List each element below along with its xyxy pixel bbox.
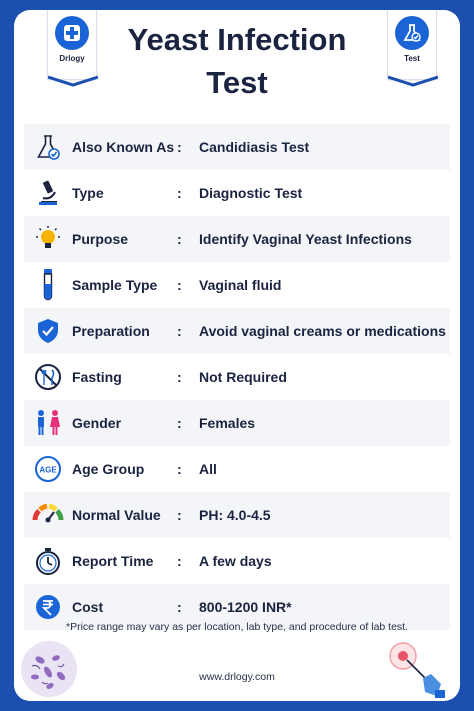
table-row xyxy=(24,354,450,400)
row-value: Females xyxy=(199,415,256,431)
yeast-cells-icon xyxy=(20,640,78,698)
flask-check-icon xyxy=(395,16,429,50)
table-row xyxy=(24,538,450,584)
table-row xyxy=(24,492,450,538)
row-label: Normal Value xyxy=(72,507,161,523)
table-row xyxy=(24,400,450,446)
swab-hand-icon xyxy=(385,638,447,700)
drlogy-badge xyxy=(47,10,97,80)
row-colon: : xyxy=(177,139,182,155)
row-colon: : xyxy=(177,507,182,523)
table-row xyxy=(24,170,450,216)
medical-cross-icon xyxy=(55,16,89,50)
row-label: Sample Type xyxy=(72,277,158,293)
info-table xyxy=(24,124,450,630)
row-colon: : xyxy=(177,231,182,247)
test-badge xyxy=(387,10,437,80)
row-colon: : xyxy=(177,185,182,201)
table-row xyxy=(24,216,450,262)
drlogy-badge-label: Drlogy xyxy=(59,54,85,63)
row-value: PH: 4.0-4.5 xyxy=(199,507,271,523)
row-colon: : xyxy=(177,461,182,477)
table-row xyxy=(24,262,450,308)
row-value: A few days xyxy=(199,553,272,569)
svg-text:AGE: AGE xyxy=(39,465,57,475)
shield-check-icon xyxy=(28,311,68,351)
stopwatch-icon xyxy=(28,541,68,581)
row-value: Avoid vaginal creams or medications xyxy=(199,323,446,339)
row-value: Candidiasis Test xyxy=(199,139,310,155)
row-value: All xyxy=(199,461,217,477)
row-label: Preparation xyxy=(72,323,150,339)
microscope-icon xyxy=(28,173,68,213)
row-colon: : xyxy=(177,553,182,569)
row-colon: : xyxy=(177,599,182,615)
website-link[interactable]: www.drlogy.com xyxy=(199,671,275,683)
row-label: Type xyxy=(72,185,104,201)
row-colon: : xyxy=(177,369,182,385)
row-colon: : xyxy=(177,415,182,431)
row-value: Diagnostic Test xyxy=(199,185,303,201)
test-tube-icon xyxy=(28,265,68,305)
test-badge-label: Test xyxy=(404,54,420,63)
flask-icon xyxy=(28,127,68,167)
row-value: Not Required xyxy=(199,369,287,385)
row-label: Fasting xyxy=(72,369,122,385)
row-label: Gender xyxy=(72,415,122,431)
row-label: Age Group xyxy=(72,461,145,477)
gender-icon xyxy=(28,403,68,443)
row-value: Vaginal fluid xyxy=(199,277,282,293)
row-label: Cost xyxy=(72,599,104,615)
page-title: Yeast Infection Test xyxy=(127,22,347,100)
price-note: *Price range may vary as per location, lab type, and procedure of lab test. xyxy=(65,621,409,633)
age-icon xyxy=(28,449,68,489)
no-food-icon xyxy=(28,357,68,397)
row-colon: : xyxy=(177,277,182,293)
info-card xyxy=(14,10,460,701)
table-row xyxy=(24,308,450,354)
table-row xyxy=(24,124,450,170)
row-value: 800-1200 INR* xyxy=(199,599,292,615)
row-label: Purpose xyxy=(72,231,129,247)
row-value: Identify Vaginal Yeast Infections xyxy=(199,231,412,247)
gauge-icon xyxy=(28,495,68,535)
lightbulb-icon xyxy=(28,219,68,259)
row-label: Also Known As xyxy=(72,139,175,155)
row-colon: : xyxy=(177,323,182,339)
row-label: Report Time xyxy=(72,553,154,569)
table-row xyxy=(24,446,450,492)
